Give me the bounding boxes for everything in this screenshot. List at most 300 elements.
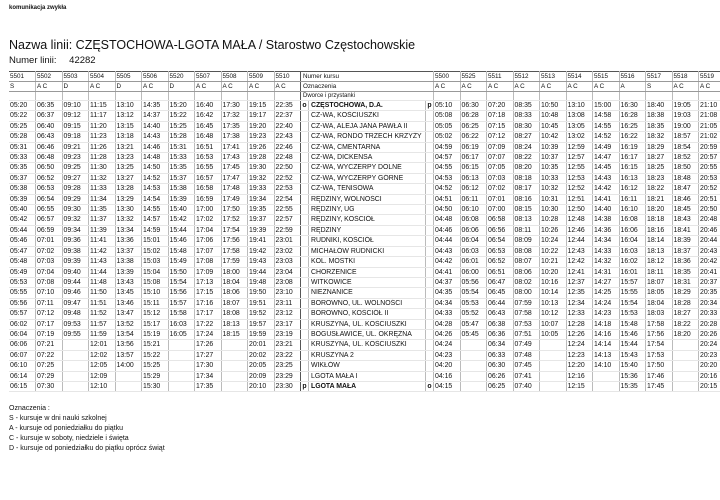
stop-mark bbox=[426, 173, 434, 183]
departure-time: 19:57 bbox=[248, 319, 275, 329]
departure-time: 12:57 bbox=[566, 153, 593, 163]
course-number: 5503 bbox=[62, 72, 89, 82]
empty-cell bbox=[195, 92, 222, 101]
departure-time: 15:22 bbox=[168, 111, 195, 121]
departure-time: 17:45 bbox=[646, 381, 673, 391]
departure-time: 05:28 bbox=[9, 132, 36, 142]
departure-time: 07:07 bbox=[487, 153, 514, 163]
departure-time: 12:44 bbox=[566, 236, 593, 246]
departure-time: 14:42 bbox=[593, 184, 620, 194]
departure-time: 15:37 bbox=[168, 173, 195, 183]
departure-time: 05:39 bbox=[9, 194, 36, 204]
departure-time: 06:07 bbox=[9, 350, 36, 360]
departure-time: 17:54 bbox=[221, 225, 248, 235]
departure-time: 18:29 bbox=[672, 288, 699, 298]
departure-time: 08:35 bbox=[513, 101, 540, 111]
departure-time: 09:28 bbox=[62, 184, 89, 194]
departure-time: 09:39 bbox=[62, 257, 89, 267]
course-number: 5508 bbox=[221, 72, 248, 82]
departure-time bbox=[221, 340, 248, 350]
departure-time: 18:52 bbox=[672, 153, 699, 163]
departure-time: 17:35 bbox=[221, 121, 248, 131]
course-number: 5504 bbox=[89, 72, 116, 82]
departure-time: 17:08 bbox=[195, 257, 222, 267]
departure-time: 10:30 bbox=[540, 205, 567, 215]
stops-header-row bbox=[9, 92, 720, 101]
course-mark: A C bbox=[274, 82, 301, 92]
departure-time: 15:22 bbox=[142, 350, 169, 360]
departure-time: 06:25 bbox=[460, 121, 487, 131]
stop-mark bbox=[426, 153, 434, 163]
departure-time: 12:05 bbox=[89, 361, 116, 371]
empty-cell bbox=[248, 92, 275, 101]
departure-time: 10:31 bbox=[540, 194, 567, 204]
departure-time: 11:28 bbox=[89, 153, 116, 163]
marks-header: Oznaczenia bbox=[301, 82, 434, 92]
departure-time: 19:20 bbox=[248, 121, 275, 131]
departure-time: 09:46 bbox=[62, 288, 89, 298]
departure-time: 23:10 bbox=[274, 288, 301, 298]
departure-time: 09:23 bbox=[62, 153, 89, 163]
departure-time: 06:51 bbox=[487, 267, 514, 277]
departure-time: 16:17 bbox=[619, 153, 646, 163]
departure-time: 18:04 bbox=[646, 298, 673, 308]
stop-mark bbox=[301, 194, 309, 204]
stop-mark bbox=[426, 205, 434, 215]
timetable-row bbox=[9, 205, 720, 215]
departure-time: 14:57 bbox=[142, 215, 169, 225]
departure-time: 09:40 bbox=[62, 267, 89, 277]
departure-time: 16:12 bbox=[619, 184, 646, 194]
departure-time: 10:13 bbox=[540, 298, 567, 308]
departure-time: 19:39 bbox=[248, 225, 275, 235]
departure-time: 18:18 bbox=[646, 215, 673, 225]
departure-time: 20:57 bbox=[699, 153, 720, 163]
departure-time: 10:05 bbox=[540, 329, 567, 339]
departure-time: 04:42 bbox=[434, 257, 461, 267]
departure-time: 07:48 bbox=[513, 350, 540, 360]
departure-time: 15:02 bbox=[142, 246, 169, 256]
departure-time: 08:17 bbox=[513, 184, 540, 194]
departure-time: 14:46 bbox=[142, 142, 169, 152]
departure-time: 18:16 bbox=[646, 225, 673, 235]
timetable-row bbox=[9, 350, 720, 360]
departure-time: 15:49 bbox=[168, 257, 195, 267]
departure-time: 15:53 bbox=[619, 309, 646, 319]
empty-cell bbox=[434, 92, 461, 101]
stop-name: CZ-WA, KOŚCIUSZKI bbox=[309, 111, 426, 121]
departure-time: 06:38 bbox=[487, 319, 514, 329]
departure-time: 07:12 bbox=[487, 132, 514, 142]
departure-time: 22:54 bbox=[274, 194, 301, 204]
departure-time: 10:35 bbox=[540, 163, 567, 173]
departure-time: 07:18 bbox=[487, 111, 514, 121]
departure-time: 18:22 bbox=[672, 319, 699, 329]
departure-time: 19:05 bbox=[672, 101, 699, 111]
departure-time: 19:00 bbox=[672, 121, 699, 131]
departure-time: 07:40 bbox=[513, 381, 540, 391]
empty-cell bbox=[460, 92, 487, 101]
departure-time: 04:51 bbox=[434, 194, 461, 204]
departure-time: 05:44 bbox=[9, 225, 36, 235]
departure-time: 06:52 bbox=[487, 257, 514, 267]
stop-mark bbox=[301, 329, 309, 339]
course-number-row bbox=[9, 72, 720, 82]
stop-mark bbox=[301, 246, 309, 256]
departure-time: 06:46 bbox=[36, 142, 63, 152]
departure-time: 16:15 bbox=[619, 163, 646, 173]
departure-time: 08:11 bbox=[513, 225, 540, 235]
empty-cell bbox=[36, 92, 63, 101]
departure-time: 12:51 bbox=[566, 194, 593, 204]
departure-time: 16:02 bbox=[619, 257, 646, 267]
legend bbox=[9, 404, 165, 454]
departure-time: 15:46 bbox=[168, 236, 195, 246]
departure-time: 23:22 bbox=[274, 350, 301, 360]
departure-time: 12:50 bbox=[566, 205, 593, 215]
stop-mark bbox=[426, 236, 434, 246]
stop-mark bbox=[426, 288, 434, 298]
course-mark: S bbox=[9, 82, 36, 92]
departure-time: 05:40 bbox=[9, 205, 36, 215]
departure-time: 16:13 bbox=[619, 173, 646, 183]
departure-time: 12:28 bbox=[566, 319, 593, 329]
departure-time: 11:59 bbox=[89, 329, 116, 339]
departure-time: 04:26 bbox=[434, 329, 461, 339]
departure-time: 14:50 bbox=[142, 163, 169, 173]
course-mark: A C bbox=[36, 82, 63, 92]
departure-time: 19:17 bbox=[248, 111, 275, 121]
departure-time: 10:20 bbox=[540, 267, 567, 277]
departure-time: 15:01 bbox=[142, 236, 169, 246]
stop-mark bbox=[426, 142, 434, 152]
departure-time: 07:59 bbox=[513, 298, 540, 308]
timetable-row bbox=[9, 184, 720, 194]
departure-time: 12:16 bbox=[566, 371, 593, 381]
empty-cell bbox=[619, 92, 646, 101]
departure-time: 15:12 bbox=[142, 309, 169, 319]
timetable-row bbox=[9, 111, 720, 121]
departure-time: 15:48 bbox=[619, 319, 646, 329]
departure-time: 13:15 bbox=[115, 121, 142, 131]
departure-time: 16:03 bbox=[168, 319, 195, 329]
departure-time: 15:00 bbox=[593, 101, 620, 111]
departure-time: 20:01 bbox=[248, 340, 275, 350]
course-number: 5505 bbox=[115, 72, 142, 82]
departure-time: 15:39 bbox=[168, 194, 195, 204]
departure-time: 15:54 bbox=[619, 298, 646, 308]
departure-time bbox=[540, 361, 567, 371]
departure-time: 18:13 bbox=[646, 246, 673, 256]
course-number: 5513 bbox=[540, 72, 567, 82]
stop-mark: p bbox=[427, 102, 432, 109]
departure-time: 09:38 bbox=[62, 246, 89, 256]
departure-time: 04:20 bbox=[434, 361, 461, 371]
empty-cell bbox=[89, 92, 116, 101]
departure-time: 05:31 bbox=[9, 142, 36, 152]
departure-time: 14:40 bbox=[593, 205, 620, 215]
departure-time: 07:01 bbox=[36, 236, 63, 246]
departure-time: 18:40 bbox=[646, 101, 673, 111]
departure-time: 09:47 bbox=[62, 298, 89, 308]
course-mark: A C bbox=[540, 82, 567, 92]
departure-time: 12:20 bbox=[566, 361, 593, 371]
departure-time bbox=[221, 371, 248, 381]
course-mark: A C bbox=[460, 82, 487, 92]
departure-time: 07:03 bbox=[487, 173, 514, 183]
timetable-row bbox=[9, 277, 720, 287]
departure-time: 22:55 bbox=[274, 205, 301, 215]
departure-time: 13:29 bbox=[115, 194, 142, 204]
departure-time: 18:00 bbox=[221, 267, 248, 277]
departure-time: 16:19 bbox=[619, 142, 646, 152]
departure-time: 05:48 bbox=[9, 257, 36, 267]
stop-mark bbox=[301, 225, 309, 235]
departure-time: 14:49 bbox=[593, 142, 620, 152]
departure-time: 05:35 bbox=[9, 163, 36, 173]
departure-time: 22:48 bbox=[274, 153, 301, 163]
departure-time: 18:48 bbox=[672, 173, 699, 183]
stop-mark bbox=[426, 267, 434, 277]
departure-time: 06:35 bbox=[36, 101, 63, 111]
departure-time bbox=[540, 340, 567, 350]
timetable-row bbox=[9, 309, 720, 319]
departure-time: 04:48 bbox=[434, 215, 461, 225]
departure-time: 11:48 bbox=[89, 277, 116, 287]
departure-time: 08:00 bbox=[513, 288, 540, 298]
stop-mark bbox=[426, 111, 434, 121]
departure-time: 13:25 bbox=[115, 163, 142, 173]
departure-time: 10:28 bbox=[540, 215, 567, 225]
departure-time: 17:48 bbox=[221, 184, 248, 194]
course-number-header: Numer kursu bbox=[301, 72, 434, 82]
departure-time: 10:33 bbox=[540, 173, 567, 183]
course-mark: A bbox=[619, 82, 646, 92]
departure-time: 14:52 bbox=[142, 173, 169, 183]
timetable-row bbox=[9, 153, 720, 163]
departure-time: 19:51 bbox=[248, 298, 275, 308]
departure-time: 10:45 bbox=[540, 121, 567, 131]
departure-time: 05:20 bbox=[9, 101, 36, 111]
stop-mark: o bbox=[427, 382, 432, 390]
course-number: 5502 bbox=[36, 72, 63, 82]
stop-name: KRUSZYNA, UL. KOŚCIUSZKI bbox=[309, 340, 426, 350]
line-number-row bbox=[9, 55, 96, 66]
departure-time: 19:28 bbox=[248, 153, 275, 163]
departure-time: 15:10 bbox=[142, 288, 169, 298]
departure-time: 06:25 bbox=[487, 381, 514, 391]
departure-time: 16:03 bbox=[619, 246, 646, 256]
course-mark: A C bbox=[434, 82, 461, 92]
departure-time: 04:44 bbox=[434, 236, 461, 246]
departure-time: 08:16 bbox=[513, 194, 540, 204]
departure-time: 19:44 bbox=[248, 267, 275, 277]
departure-time: 04:15 bbox=[434, 381, 461, 391]
departure-time: 17:49 bbox=[221, 194, 248, 204]
departure-time: 16:04 bbox=[619, 236, 646, 246]
departure-time: 19:03 bbox=[672, 111, 699, 121]
departure-time: 04:57 bbox=[434, 153, 461, 163]
timetable-row bbox=[9, 267, 720, 277]
departure-time: 04:41 bbox=[434, 267, 461, 277]
course-number: 5520 bbox=[168, 72, 195, 82]
timetable-row bbox=[9, 319, 720, 329]
legend-item: A - kursuje od poniedziałku do piątku bbox=[9, 425, 124, 432]
departure-time: 13:47 bbox=[115, 309, 142, 319]
departure-time: 16:30 bbox=[619, 101, 646, 111]
course-mark: D bbox=[168, 82, 195, 92]
departure-time: 07:51 bbox=[513, 329, 540, 339]
departure-time: 18:32 bbox=[646, 132, 673, 142]
departure-time: 12:48 bbox=[566, 215, 593, 225]
departure-time bbox=[460, 340, 487, 350]
departure-time: 20:55 bbox=[699, 163, 720, 173]
stop-mark bbox=[301, 298, 309, 308]
departure-time: 18:31 bbox=[672, 277, 699, 287]
stop-name: CZ-WA, ALEJA JANA PAWŁA II bbox=[309, 121, 426, 131]
departure-time bbox=[62, 340, 89, 350]
departure-time: 08:30 bbox=[513, 121, 540, 131]
departure-time: 15:55 bbox=[619, 288, 646, 298]
legend-title: Oznaczenia : bbox=[9, 405, 50, 412]
departure-time: 06:30 bbox=[487, 361, 514, 371]
departure-time: 20:52 bbox=[699, 184, 720, 194]
departure-time bbox=[221, 361, 248, 371]
departure-time: 10:16 bbox=[540, 277, 567, 287]
stop-mark bbox=[426, 361, 434, 371]
departure-time: 17:07 bbox=[195, 246, 222, 256]
departure-time: 05:08 bbox=[434, 111, 461, 121]
departure-time: 15:35 bbox=[619, 381, 646, 391]
departure-time: 06:15 bbox=[9, 381, 36, 391]
departure-time: 19:33 bbox=[248, 184, 275, 194]
departure-time: 11:15 bbox=[89, 101, 116, 111]
departure-time: 13:54 bbox=[115, 329, 142, 339]
departure-time: 17:52 bbox=[221, 215, 248, 225]
departure-time: 05:10 bbox=[434, 101, 461, 111]
departure-time: 23:29 bbox=[274, 371, 301, 381]
departure-time: 15:40 bbox=[168, 205, 195, 215]
course-mark: A C bbox=[221, 82, 248, 92]
departure-time: 20:35 bbox=[699, 288, 720, 298]
departure-time: 18:43 bbox=[672, 215, 699, 225]
departure-time: 18:25 bbox=[646, 163, 673, 173]
departure-time: 09:15 bbox=[62, 121, 89, 131]
stop-name: RĘDZINY bbox=[309, 225, 426, 235]
departure-time: 18:14 bbox=[646, 236, 673, 246]
departure-time: 16:51 bbox=[195, 142, 222, 152]
departure-time bbox=[672, 350, 699, 360]
departure-time: 10:07 bbox=[540, 319, 567, 329]
departure-time: 08:22 bbox=[513, 153, 540, 163]
departure-time: 22:57 bbox=[274, 215, 301, 225]
departure-time: 06:48 bbox=[36, 153, 63, 163]
departure-time: 13:21 bbox=[115, 142, 142, 152]
departure-time: 14:32 bbox=[593, 257, 620, 267]
stop-mark bbox=[426, 257, 434, 267]
stop-name: NIEZNANICE bbox=[309, 288, 426, 298]
departure-time: 13:46 bbox=[115, 298, 142, 308]
departure-time: 16:48 bbox=[195, 132, 222, 142]
departure-time: 13:10 bbox=[115, 101, 142, 111]
stop-mark bbox=[301, 371, 309, 381]
departure-time: 20:51 bbox=[699, 194, 720, 204]
departure-time: 23:17 bbox=[274, 319, 301, 329]
departure-time: 16:45 bbox=[195, 121, 222, 131]
departure-time: 18:22 bbox=[646, 184, 673, 194]
departure-time: 11:41 bbox=[89, 236, 116, 246]
timetable-row bbox=[9, 288, 720, 298]
departure-time: 16:08 bbox=[619, 215, 646, 225]
stop-mark bbox=[426, 350, 434, 360]
departure-time: 10:50 bbox=[540, 101, 567, 111]
departure-time: 10:37 bbox=[540, 153, 567, 163]
departure-time: 12:55 bbox=[566, 163, 593, 173]
departure-time: 11:44 bbox=[89, 267, 116, 277]
departure-time: 12:53 bbox=[566, 173, 593, 183]
departure-time: 06:17 bbox=[460, 153, 487, 163]
stop-mark bbox=[301, 111, 309, 121]
departure-time: 06:26 bbox=[487, 371, 514, 381]
departure-time: 06:14 bbox=[9, 371, 36, 381]
departure-time: 12:37 bbox=[566, 277, 593, 287]
departure-time: 07:20 bbox=[487, 101, 514, 111]
departure-time: 07:03 bbox=[36, 257, 63, 267]
departure-time: 14:47 bbox=[593, 153, 620, 163]
course-mark: A C bbox=[195, 82, 222, 92]
departure-time: 19:15 bbox=[248, 101, 275, 111]
departure-time: 20:02 bbox=[248, 350, 275, 360]
departure-time: 15:04 bbox=[142, 267, 169, 277]
timetable-row bbox=[9, 361, 720, 371]
departure-time: 07:17 bbox=[36, 319, 63, 329]
departure-time: 23:04 bbox=[274, 267, 301, 277]
departure-time: 06:15 bbox=[460, 163, 487, 173]
departure-time: 22:53 bbox=[274, 184, 301, 194]
course-number: 5515 bbox=[593, 72, 620, 82]
departure-time: 11:20 bbox=[89, 121, 116, 131]
departure-time: 04:46 bbox=[434, 225, 461, 235]
timetable-row bbox=[9, 381, 720, 391]
departure-time: 18:37 bbox=[672, 246, 699, 256]
stop-mark bbox=[301, 350, 309, 360]
departure-time: 12:33 bbox=[566, 309, 593, 319]
departure-time: 14:34 bbox=[593, 236, 620, 246]
departure-time: 20:34 bbox=[699, 298, 720, 308]
departure-time: 15:58 bbox=[168, 309, 195, 319]
departure-time: 11:37 bbox=[89, 215, 116, 225]
timetable-row bbox=[9, 329, 720, 339]
departure-time: 13:45 bbox=[115, 288, 142, 298]
departure-time: 06:37 bbox=[36, 111, 63, 121]
departure-time: 05:47 bbox=[460, 319, 487, 329]
course-number: 5516 bbox=[619, 72, 646, 82]
departure-time: 18:20 bbox=[646, 205, 673, 215]
departure-time: 20:37 bbox=[699, 277, 720, 287]
departure-time: 06:03 bbox=[460, 246, 487, 256]
departure-time: 19:50 bbox=[248, 288, 275, 298]
departure-time: 17:59 bbox=[221, 257, 248, 267]
departure-time: 06:56 bbox=[487, 225, 514, 235]
course-mark: A C bbox=[142, 82, 169, 92]
departure-time: 06:33 bbox=[487, 350, 514, 360]
departure-time: 23:08 bbox=[274, 277, 301, 287]
departure-time: 07:09 bbox=[487, 142, 514, 152]
stop-mark bbox=[426, 194, 434, 204]
timetable-row bbox=[9, 101, 720, 111]
departure-time bbox=[460, 381, 487, 391]
stop-mark bbox=[301, 132, 309, 142]
